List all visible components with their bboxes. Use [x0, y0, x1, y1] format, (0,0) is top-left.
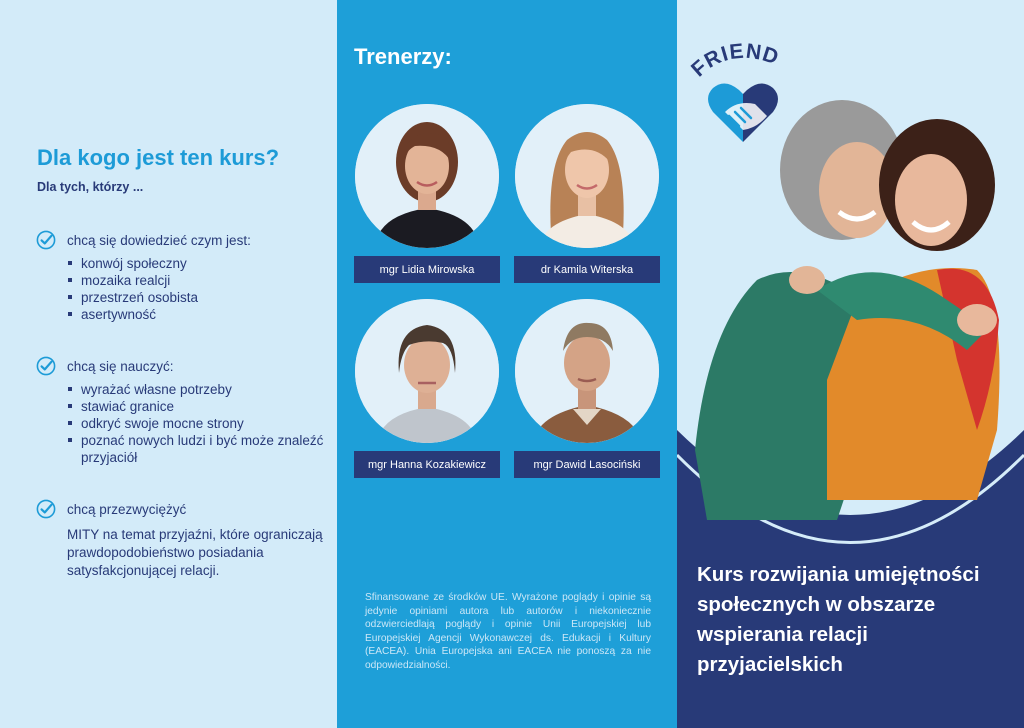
logo-text: FRIEND	[686, 39, 783, 82]
handshake-heart-icon	[708, 83, 778, 142]
trainer-name: mgr Dawid Lasociński	[514, 451, 660, 478]
skill-list	[67, 381, 326, 466]
list-item: poznać nowych ludzi i być może znaleźć przyjaciół	[67, 432, 326, 466]
group-label: chcą przezwyciężyć	[67, 501, 187, 517]
list-item: przestrzeń osobista	[67, 289, 326, 306]
list-item: stawiać granice	[67, 398, 326, 415]
eu-disclaimer: Sfinansowane ze środków UE. Wyrażone poglądy i opinie są jedynie opiniami autora lub autorów i niekoniecznie odzwierciedlają poglądy i opinie Unii Europejskiej lub Europejskiej Agencji Wykonawczej ds. Edukacji i Kultury (EACEA). Unia Europejska ani EACEA nie ponoszą za nie odpowiedzialności.	[365, 592, 651, 671]
check-circle-icon	[36, 230, 56, 250]
trainer-photo	[515, 104, 659, 248]
trainers-panel	[337, 0, 677, 728]
group-label: chcą się dowiedzieć czym jest:	[67, 232, 251, 248]
check-circle-icon	[36, 499, 56, 519]
trainer-name: mgr Lidia Mirowska	[354, 256, 500, 283]
audience-panel	[0, 0, 337, 728]
topic-list	[67, 255, 326, 323]
overcome-group	[36, 498, 326, 580]
check-circle-icon	[36, 356, 56, 376]
audience-subtitle: Dla tych, którzy ...	[37, 180, 144, 194]
cover-panel	[677, 0, 1024, 728]
trainers-title: Trenerzy:	[354, 44, 452, 69]
trainer-name: mgr Hanna Kozakiewicz	[354, 451, 500, 478]
course-title: Kurs rozwijania umiejętności społecznych w obszarze wspierania relacji przyjacielskich	[697, 563, 980, 676]
trainer-name: dr Kamila Witerska	[514, 256, 660, 283]
myths-paragraph: MITY na temat przyjaźni, które ograniczają prawdopodobieństwo posiadania satysfakcjonującej relacji.	[67, 527, 323, 578]
list-item: mozaika realcji	[67, 272, 326, 289]
list-item: wyrażać własne potrzeby	[67, 381, 326, 398]
audience-title: Dla kogo jest ten kurs?	[37, 145, 280, 170]
list-item: odkryć swoje mocne strony	[67, 415, 326, 432]
friend-logo	[687, 40, 795, 142]
list-item: konwój społeczny	[67, 255, 326, 272]
learn-skills-group	[36, 355, 326, 466]
trainer-photo	[515, 299, 659, 443]
trainer-photo	[355, 104, 499, 248]
list-item: asertywność	[67, 306, 326, 323]
svg-text:FRIEND	[687, 40, 782, 82]
learn-about-group	[36, 229, 326, 323]
hugging-women-photo	[695, 100, 1000, 520]
group-label: chcą się nauczyć:	[67, 358, 174, 374]
trainer-photo	[355, 299, 499, 443]
